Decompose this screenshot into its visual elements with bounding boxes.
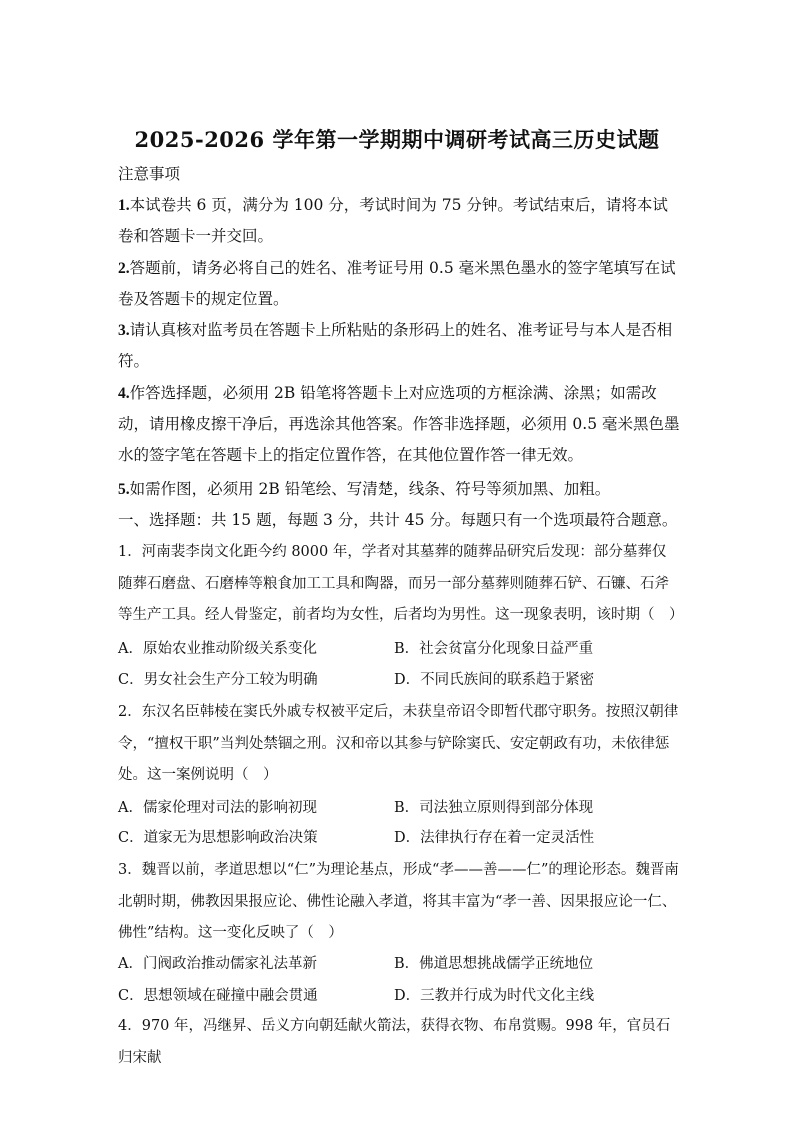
question-3-option-b[interactable]: B．佛道思想挑战儒学正统地位 (394, 956, 594, 972)
question-3-stem: 3．魏晋以前，孝道思想以“仁”为理论基点，形成“孝——善——仁”的理论形态。魏晋南北朝时期，佛教因果报应论、佛性论融入孝道，将其丰富为“孝一善、因果报应论一仁、佛性”结构。这一变化反映了（ ） (118, 862, 679, 941)
question-3-option-c[interactable]: C．思想领域在碰撞中融会贯通 (118, 988, 318, 1004)
notice-number: 1. (118, 197, 130, 214)
question-1-option-d[interactable]: D．不同氏族间的联系趋于紧密 (394, 672, 595, 688)
question-2-option-c[interactable]: C．道家无为思想影响政治决策 (118, 830, 318, 846)
notice-item-2 (118, 253, 680, 315)
question-1-option-c[interactable]: C．男女社会生产分工较为明确 (118, 672, 318, 688)
notice-item-4 (118, 378, 680, 471)
notice-number: 5. (118, 481, 130, 498)
notice-heading: 注意事项 (118, 165, 181, 183)
notice-text: 请认真核对监考员在答题卡上所粘贴的条形码上的姓名、准考证号与本人是否相符。 (118, 321, 673, 370)
notice-text: 答题前，请务必将自己的姓名、准考证号用 0.5 毫米黑色墨水的签字笔填写在试卷及答题卡的规定位置。 (118, 259, 676, 308)
notice-number: 4. (118, 385, 130, 402)
question-2-option-a[interactable]: A．儒家伦理对司法的影响初现 (118, 800, 317, 816)
question-3-option-a[interactable]: A．门阀政治推动儒家礼法革新 (118, 956, 317, 972)
question-3-option-d[interactable]: D．三教并行成为时代文化主线 (394, 988, 595, 1004)
notice-text: 作答选择题，必须用 2B 铅笔将答题卡上对应选项的方框涂满、涂黑；如需改动，请用橡皮擦干净后，再选涂其他答案。作答非选择题，必须用 0.5 毫米黑色墨水的签字笔在答题卡上的指定位置作答，在其他位置作答一律无效。 (118, 384, 680, 464)
question-1-option-b[interactable]: B．社会贫富分化现象日益严重 (394, 641, 594, 657)
question-1-stem: 1．河南裴李岗文化距今约 8000 年，学者对其墓葬的随葬品研究后发现：部分墓葬仅随葬石磨盘、石磨棒等粮食加工工具和陶器，而另一部分墓葬则随葬石铲、石镰、石斧等生产工具。经人骨鉴定，前者均为女性，后者均为男性。这一现象表明，该时期（ ） (118, 544, 684, 623)
section-heading: 一、选择题：共 15 题，每题 3 分，共计 45 分。每题只有一个选项最符合题意。 (118, 511, 678, 529)
question-2-stem: 2．东汉名臣韩棱在窦氏外戚专权被平定后，未获皇帝诏令即暂代郡守职务。按照汉朝律令，“擅权干职”当判处禁锢之刑。汉和帝以其参与铲除窦氏、安定朝政有功，未依律惩处。这一案例说明（ ） (118, 704, 679, 783)
notice-item-1 (118, 190, 680, 252)
question-4-stem: 4．970 年，冯继昇、岳义方向朝廷献火箭法，获得衣物、布帛赏赐。998 年，官员石归宋献 (118, 1018, 671, 1066)
exam-title: 2025-2026 学年第一学期期中调研考试高三历史试题 (134, 127, 660, 152)
question-2-option-b[interactable]: B．司法独立原则得到部分体现 (394, 800, 594, 816)
notice-item-3 (118, 315, 680, 377)
notice-number: 2. (118, 260, 130, 277)
notice-text: 本试卷共 6 页，满分为 100 分，考试时间为 75 分钟。考试结束后，请将本试卷和答题卡一并交回。 (118, 196, 668, 245)
question-2-option-d[interactable]: D．法律执行存在着一定灵活性 (394, 830, 595, 846)
notice-number: 3. (118, 322, 130, 339)
notice-item-5 (118, 474, 680, 505)
question-1-option-a[interactable]: A．原始农业推动阶级关系变化 (118, 641, 317, 657)
notice-text: 如需作图，必须用 2B 铅笔绘、写清楚，线条、符号等须加黑、加粗。 (129, 480, 611, 498)
